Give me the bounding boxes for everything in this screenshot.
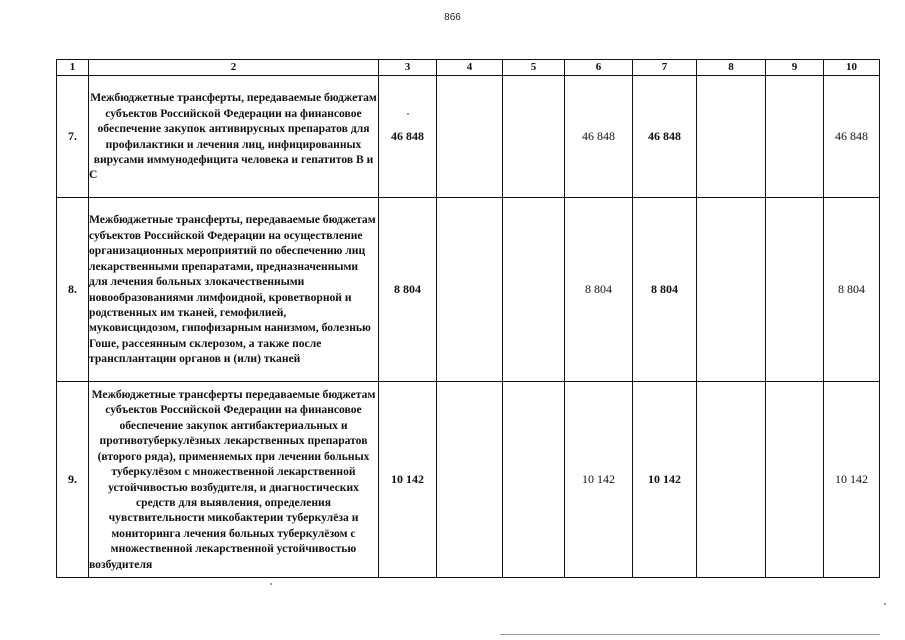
cell-col6: 10 142 xyxy=(565,382,633,578)
cell-col5 xyxy=(503,382,565,578)
column-header: 6 xyxy=(565,60,633,76)
cell-col8 xyxy=(697,198,766,382)
cell-col8 xyxy=(697,76,766,198)
column-header: 2 xyxy=(89,60,379,76)
cell-col7: 8 804 xyxy=(633,198,697,382)
cell-col3: 10 142 xyxy=(379,382,437,578)
cell-col5 xyxy=(503,76,565,198)
row-number: 7. xyxy=(57,76,89,198)
scan-speck xyxy=(270,583,272,585)
table-row xyxy=(57,382,880,578)
cell-col7: 46 848 xyxy=(633,76,697,198)
cell-col10: 10 142 xyxy=(824,382,880,578)
row-description: Межбюджетные трансферты передаваемые бюджетам субъектов Российской Федерации на финансовое обеспечение закупок антибактериальных и противотуберкулёзных лекарственных препаратов (второго ряда), применяемых при лечении больных туберкулёзом с множественной лекарственной устойчивостью возбудителя, и диагностических средств для выявления, определения чувствительности микобактерии туберкулёза и мониторинга лечения больных туберкулёзом с множественной лекарственной устойчивостью возбудителя xyxy=(89,382,379,578)
header-row xyxy=(57,60,880,76)
table-row xyxy=(57,198,880,382)
column-header: 10 xyxy=(824,60,880,76)
cell-col10: 46 848 xyxy=(824,76,880,198)
cell-col6: 8 804 xyxy=(565,198,633,382)
cell-col4 xyxy=(437,76,503,198)
cell-col8 xyxy=(697,382,766,578)
cell-col10: 8 804 xyxy=(824,198,880,382)
row-description: Межбюджетные трансферты, передаваемые бюджетам субъектов Российской Федерации на финансовое обеспечение закупок антивирусных препаратов для профилактики и лечения лиц, инфицированных вирусами иммунодефицита человека и гепатитов В и С xyxy=(89,76,379,198)
cell-col4 xyxy=(437,198,503,382)
cell-col9 xyxy=(766,382,824,578)
cell-col9 xyxy=(766,76,824,198)
column-header: 7 xyxy=(633,60,697,76)
column-header: 9 xyxy=(766,60,824,76)
page-number: 866 xyxy=(444,12,461,23)
column-header: 5 xyxy=(503,60,565,76)
scan-speck xyxy=(407,113,409,115)
cell-col9 xyxy=(766,198,824,382)
scan-edge-line xyxy=(500,634,880,635)
cell-col3: 46 848 xyxy=(379,76,437,198)
cell-col4 xyxy=(437,382,503,578)
column-header: 8 xyxy=(697,60,766,76)
row-description: Межбюджетные трансферты, передаваемые бюджетам субъектов Российской Федерации на осуществление организационных мероприятий по обеспечению лиц лекарственными препаратами, предназначенными для лечения больных злокачественными новообразованиями лимфоидной, кроветворной и родственных им тканей, гемофилией, муковисцидозом, гипофизарным нанизмом, болезнью Гоше, рассеянным склерозом, а также после трансплантации органов и (или) тканей xyxy=(89,198,379,382)
column-header: 3 xyxy=(379,60,437,76)
row-number: 8. xyxy=(57,198,89,382)
cell-col3: 8 804 xyxy=(379,198,437,382)
budget-table xyxy=(56,59,880,578)
table-row xyxy=(57,76,880,198)
cell-col6: 46 848 xyxy=(565,76,633,198)
column-header: 4 xyxy=(437,60,503,76)
cell-col7: 10 142 xyxy=(633,382,697,578)
row-number: 9. xyxy=(57,382,89,578)
column-header: 1 xyxy=(57,60,89,76)
cell-col5 xyxy=(503,198,565,382)
scan-speck xyxy=(884,603,886,605)
